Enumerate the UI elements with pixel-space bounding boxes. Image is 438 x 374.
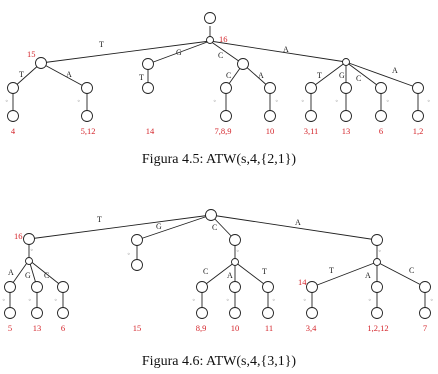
figure-caption: Figura 4.5: ATW(s,4,{2,1}) [141, 152, 297, 167]
tree-node [24, 234, 35, 245]
tree-node [238, 59, 249, 70]
edge-label: A [283, 45, 289, 54]
tree-leaf-node [32, 308, 43, 319]
tree-node [230, 235, 241, 246]
figure-caption: Figura 4.6: ATW(s,4,{3,1}) [141, 354, 297, 369]
tree-node [82, 83, 93, 94]
tree-leaf-node [58, 308, 69, 319]
tree-edge [137, 215, 211, 240]
tree-leaf-node [306, 111, 317, 122]
leaf-number: 6 [378, 126, 384, 136]
tree-leaf-node [341, 111, 352, 122]
leaf-number: 1,2 [412, 126, 424, 136]
tree-leaf-node [82, 111, 93, 122]
edge-label: T [99, 40, 104, 49]
terminal-mark: ◦ [430, 297, 434, 304]
tree-leaf-node [265, 111, 276, 122]
leaf-number: 3,4 [305, 323, 317, 333]
terminal-mark: ◦ [427, 98, 431, 105]
terminal-mark: ◦ [335, 98, 339, 105]
leaf-number: 10 [265, 126, 275, 136]
tree-edge [210, 41, 243, 64]
edge-label: G [339, 71, 345, 80]
terminal-mark: ◦ [54, 297, 58, 304]
terminal-mark: ◦ [5, 98, 9, 105]
edge-label: T [329, 266, 334, 275]
tree-node [307, 282, 318, 293]
leaf-number: 13 [32, 323, 42, 333]
tree-leaf-node [221, 111, 232, 122]
terminal-mark: ◦ [301, 98, 305, 105]
edge-label: A [392, 66, 398, 75]
leaf-number: 5 [7, 323, 13, 333]
terminal-mark: ◦ [127, 251, 131, 258]
edge-label: T [97, 215, 102, 224]
tree-leaf-node [263, 308, 274, 319]
edge-label: T [139, 73, 144, 82]
leaf-number: 1,2,12 [367, 323, 389, 333]
tree-leaf-node [8, 111, 19, 122]
tree-node [36, 58, 47, 69]
edge-label: C [44, 271, 50, 280]
tree-edge [41, 63, 87, 88]
edge-label: T [19, 70, 24, 79]
tree-node [206, 210, 217, 221]
tree-leaf-node [420, 308, 431, 319]
edge-label: G [176, 48, 182, 57]
terminal-mark: ◦ [226, 297, 230, 304]
tree-node [230, 282, 241, 293]
leaf-number: 6 [60, 323, 66, 333]
edge-label: C [212, 223, 218, 232]
edge-label: C [226, 71, 232, 80]
edge-label: C [356, 74, 362, 83]
leaf-number: 4 [10, 126, 16, 136]
terminal-mark: ◦ [77, 98, 81, 105]
tree-edge [346, 62, 381, 88]
leaf-number: 5,12 [80, 126, 96, 136]
edge-label: C [218, 51, 224, 60]
tree-node [207, 37, 214, 44]
leaf-number: 8,9 [195, 323, 207, 333]
tree-node [197, 282, 208, 293]
tree-leaf-node [307, 308, 318, 319]
tree-leaf-node [5, 308, 16, 319]
tree-node [8, 83, 19, 94]
tree-edge [29, 215, 211, 239]
edge-label: A [295, 218, 301, 227]
node-number: 15 [27, 49, 36, 59]
tree-leaf-node [376, 111, 387, 122]
leaf-number: 15 [132, 323, 142, 333]
node-number: 16 [219, 34, 228, 44]
node-number: 16 [14, 231, 23, 241]
terminal-mark: ◦ [2, 297, 6, 304]
tree-node [372, 235, 383, 246]
tree-node [413, 83, 424, 94]
tree-leaf-node [372, 308, 383, 319]
tree-leaf-node [197, 308, 208, 319]
edge-label: A [8, 268, 14, 277]
tree-node [341, 83, 352, 94]
tree-atw-2-1 [5, 13, 431, 168]
tree-node [143, 83, 154, 94]
leaf-number: 10 [230, 323, 240, 333]
terminal-mark: ◦ [378, 248, 382, 255]
tree-node [205, 13, 216, 24]
tree-leaf-node [413, 111, 424, 122]
terminal-mark: ◦ [236, 248, 240, 255]
tree-node [263, 282, 274, 293]
tree-edge [377, 262, 425, 287]
tree-node [232, 259, 239, 266]
tree-edge [210, 41, 346, 62]
terminal-mark: ◦ [368, 297, 372, 304]
terminal-mark: ◦ [192, 297, 196, 304]
leaf-number: 7 [422, 323, 428, 333]
tree-node [26, 258, 33, 265]
tree-node [132, 235, 143, 246]
terminal-mark: ◦ [275, 98, 279, 105]
tree-node [143, 59, 154, 70]
tree-node [221, 83, 232, 94]
leaf-number: 11 [264, 323, 274, 333]
tree-node [343, 59, 350, 66]
edge-label: T [317, 71, 322, 80]
terminal-mark: ◦ [303, 297, 307, 304]
edge-label: A [66, 70, 72, 79]
leaf-number: 7,8,9 [214, 126, 232, 136]
terminal-mark: ◦ [28, 297, 32, 304]
tree-atw-3-1 [2, 210, 434, 370]
tree-node [306, 83, 317, 94]
tree-node [372, 282, 383, 293]
tree-node [58, 282, 69, 293]
node-number: 14 [298, 277, 307, 287]
terminal-mark: ◦ [213, 98, 217, 105]
leaf-number: 13 [341, 126, 351, 136]
tree-node [32, 282, 43, 293]
edge-label: G [25, 271, 31, 280]
tree-node [420, 282, 431, 293]
tree-node [132, 260, 143, 271]
tree-leaf-node [230, 308, 241, 319]
tree-node [374, 259, 381, 266]
leaf-number: 14 [145, 126, 155, 136]
edge-label: A [365, 271, 371, 280]
tree-node [5, 282, 16, 293]
terminal-mark: ◦ [386, 98, 390, 105]
edge-label: G [156, 222, 162, 231]
tree-edge [41, 41, 210, 63]
tree-node [376, 83, 387, 94]
tree-node [265, 83, 276, 94]
edge-label: T [262, 267, 267, 276]
terminal-mark: ◦ [272, 297, 276, 304]
edge-label: C [203, 267, 209, 276]
leaf-number: 3,11 [303, 126, 319, 136]
edge-label: A [227, 271, 233, 280]
edge-label: A [258, 71, 264, 80]
terminal-mark: ◦ [30, 247, 34, 254]
edge-label: C [409, 266, 415, 275]
